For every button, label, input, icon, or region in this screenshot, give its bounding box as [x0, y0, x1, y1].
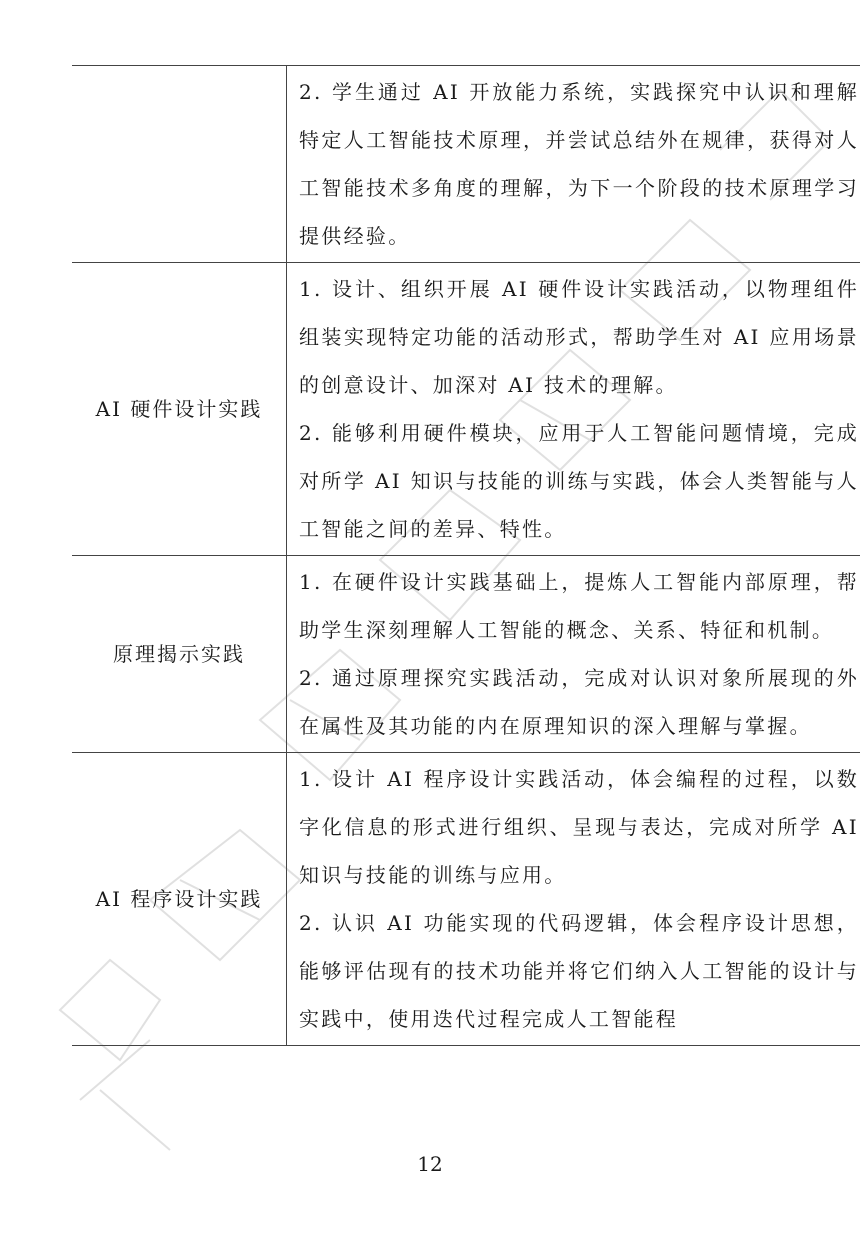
curriculum-table — [72, 65, 860, 1046]
table-row — [72, 556, 860, 753]
description-paragraph: 1. 设计 AI 程序设计实践活动，体会编程的过程，以数字化信息的形式进行组织、呈现与表达，完成对所学 AI 知识与技能的训练与应用。 — [299, 767, 859, 887]
description-cell — [287, 66, 860, 263]
description-paragraph: 2. 学生通过 AI 开放能力系统，实践探究中认识和理解特定人工智能技术原理，并尝试总结外在规律，获得对人工智能技术多角度的理解，为下一个阶段的技术原理学习提供经验。 — [299, 80, 859, 248]
table-row — [72, 263, 860, 556]
category-cell: 原理揭示实践 — [72, 556, 287, 753]
description-paragraph: 2. 能够利用硬件模块，应用于人工智能问题情境，完成对所学 AI 知识与技能的训练与实践，体会人类智能与人工智能之间的差异、特性。 — [299, 421, 859, 541]
description-cell — [287, 753, 860, 1046]
description-paragraph: 2. 认识 AI 功能实现的代码逻辑，体会程序设计思想，能够评估现有的技术功能并将它们纳入人工智能的设计与实践中，使用迭代过程完成人工智能程 — [299, 911, 859, 1031]
description-paragraph: 1. 设计、组织开展 AI 硬件设计实践活动，以物理组件组装实现特定功能的活动形式，帮助学生对 AI 应用场景的创意设计、加深对 AI 技术的理解。 — [299, 277, 859, 397]
page-number: 12 — [417, 1152, 443, 1176]
category-cell: AI 程序设计实践 — [72, 753, 287, 1046]
table-row — [72, 753, 860, 1046]
description-paragraph: 1. 在硬件设计实践基础上，提炼人工智能内部原理，帮助学生深刻理解人工智能的概念、关系、特征和机制。 — [299, 570, 859, 642]
category-cell — [72, 66, 287, 263]
description-paragraph: 2. 通过原理探究实践活动，完成对认识对象所展现的外在属性及其功能的内在原理知识的深入理解与掌握。 — [299, 666, 859, 738]
table-row — [72, 66, 860, 263]
description-cell — [287, 556, 860, 753]
category-cell: AI 硬件设计实践 — [72, 263, 287, 556]
description-cell — [287, 263, 860, 556]
